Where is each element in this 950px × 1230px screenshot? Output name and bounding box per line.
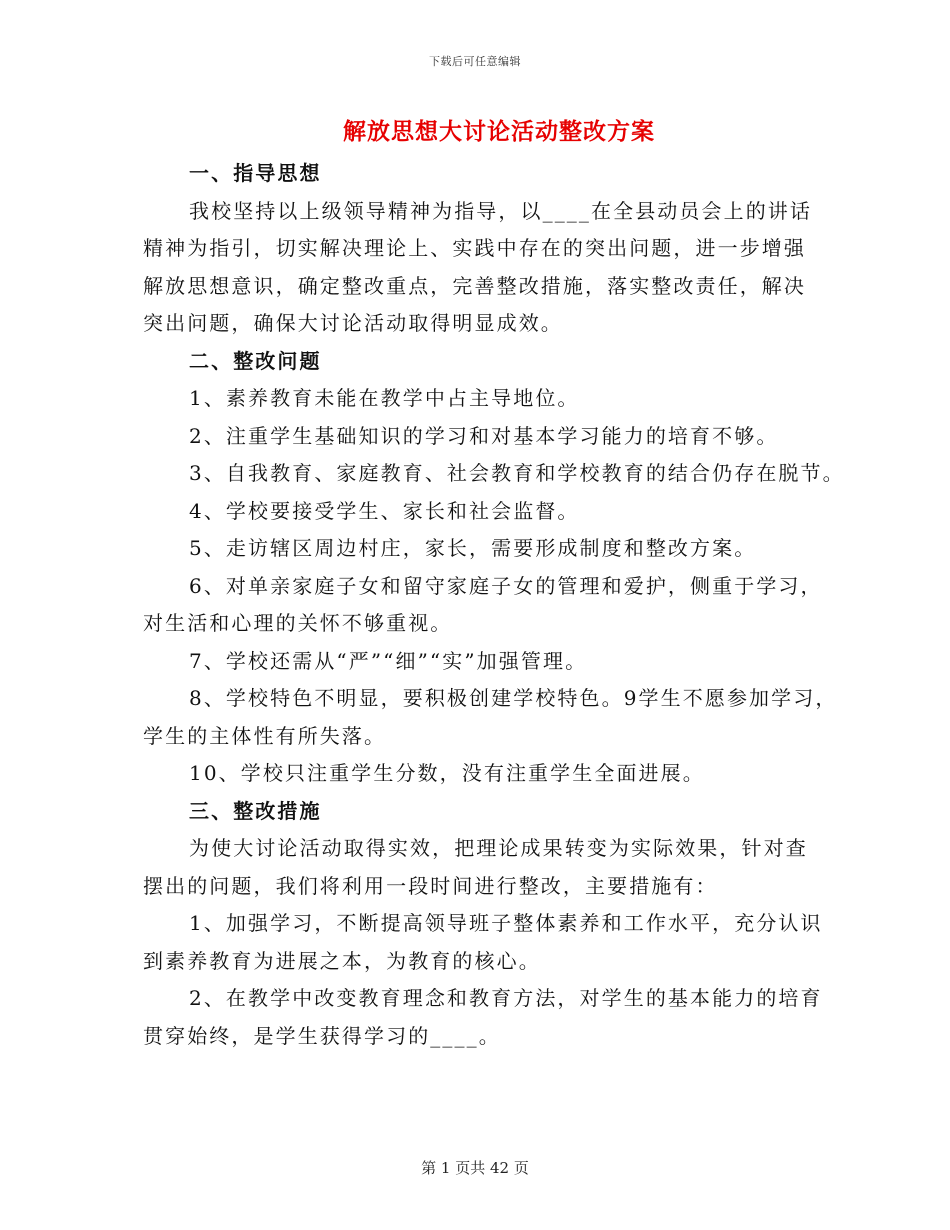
document-title: 解放思想大讨论活动整改方案 (343, 118, 655, 145)
paragraph-line: 1、加强学习，不断提高领导班子整体素养和工作水平，充分认识 (189, 911, 823, 935)
paragraph-line: 3、自我教育、家庭教育、社会教育和学校教育的结合仍存在脱节。 (189, 461, 845, 485)
document-body (143, 155, 845, 1055)
section-heading: 二、整改问题 (189, 348, 322, 373)
paragraph-line: 10、学校只注重学生分数，没有注重学生全面进展。 (189, 761, 705, 785)
section-heading: 三、整改措施 (189, 798, 322, 823)
paragraph-line: 6、对单亲家庭子女和留守家庭子女的管理和爱护，侧重于学习， (189, 573, 823, 598)
paragraph-line: 4、学校要接受学生、家长和社会监督。 (189, 498, 580, 523)
paragraph-line: 1、素养教育未能在教学中占主导地位。 (189, 386, 580, 410)
paragraph-line: 学生的主体性有所失落。 (143, 723, 387, 748)
paragraph-line: 解放思想意识，确定整改重点，完善整改措施，落实整改责任，解决 (143, 273, 806, 298)
paragraph-line: 对生活和心理的关怀不够重视。 (143, 611, 453, 635)
paragraph-line: 5、走访辖区周边村庄，家长，需要形成制度和整改方案。 (189, 536, 757, 560)
header-note: 下载后可任意编辑 (429, 55, 521, 68)
paragraph-line: 突出问题，确保大讨论活动取得明显成效。 (143, 311, 563, 335)
paragraph-line: 摆出的问题，我们将利用一段时间进行整改，主要措施有： (143, 873, 718, 898)
paragraph-line: 精神为指引，切实解决理论上、实践中存在的突出问题，进一步增强 (143, 236, 806, 260)
paragraph-line: 7、学校还需从“严”“细”“实”加强管理。 (189, 648, 588, 673)
paragraph-line: 到素养教育为进展之本，为教育的核心。 (143, 948, 541, 973)
paragraph-line: 贯穿始终，是学生获得学习的____。 (143, 1023, 501, 1048)
paragraph-line: 2、注重学生基础知识的学习和对基本学习能力的培育不够。 (189, 423, 779, 448)
paragraph-line: 我校坚持以上级领导精神为指导，以____在全县动员会上的讲话 (189, 198, 812, 223)
paragraph-line: 为使大讨论活动取得实效，把理论成果转变为实际效果，针对查 (189, 836, 808, 860)
section-heading: 一、指导思想 (189, 161, 322, 185)
paragraph-line: 2、在教学中改变教育理念和教育方法，对学生的基本能力的培育 (189, 986, 823, 1010)
paragraph-line: 8、学校特色不明显，要积极创建学校特色。9学生不愿参加学习， (189, 686, 838, 710)
page-number: 第 1 页共 42 页 (421, 1159, 529, 1177)
